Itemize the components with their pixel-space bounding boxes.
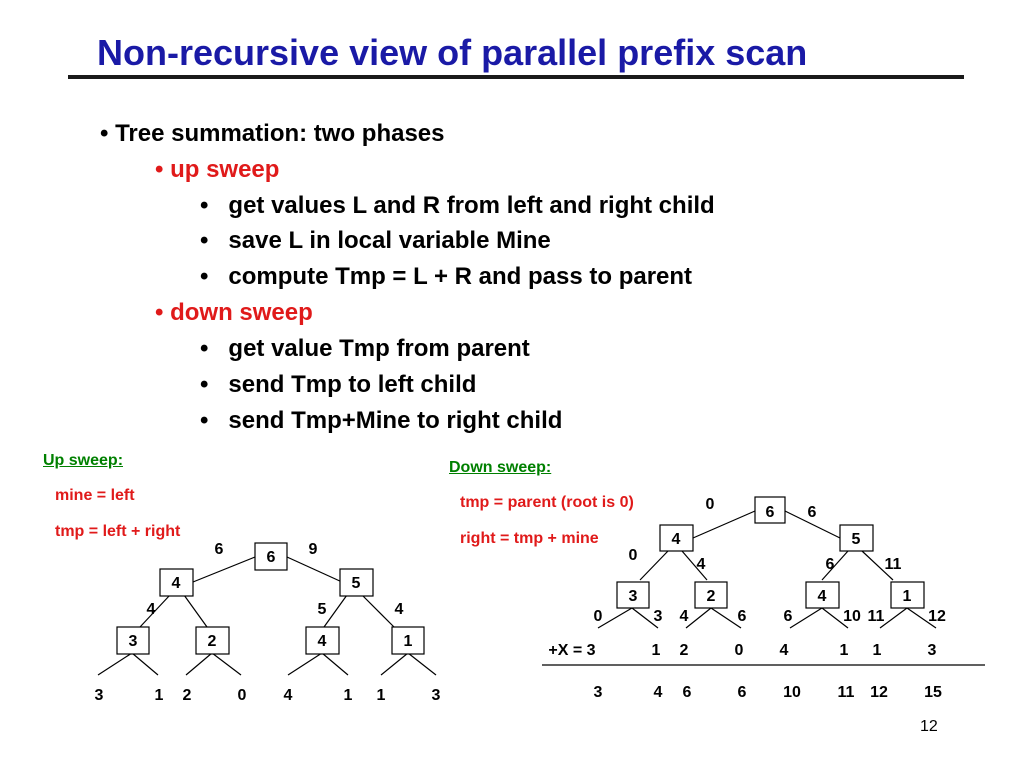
result-value: 12 (870, 684, 888, 701)
edge-label: 3 (653, 608, 663, 625)
slide-title: Non-recursive view of parallel prefix scan (97, 32, 808, 73)
edge (287, 557, 342, 582)
up-sweep-heading: Up sweep: (43, 452, 124, 469)
leaf-value: 4 (283, 687, 293, 704)
result-value: 4 (653, 684, 663, 701)
down-sweep-rule-1: tmp = parent (root is 0) (460, 494, 634, 511)
edge-label: 10 (843, 608, 861, 625)
edge-label: 6 (825, 556, 835, 573)
bullet-dot: • (200, 335, 229, 362)
bullet-up-item-2: • save L in local variable Mine (200, 227, 551, 254)
input-value: 1 (872, 642, 882, 659)
node-value: 2 (706, 588, 716, 605)
bullet-down-item-3: • send Tmp+Mine to right child (200, 407, 563, 434)
down-sweep-rule-2: right = tmp + mine (460, 530, 599, 547)
bullet-dot: • (100, 120, 116, 147)
node-value: 5 (351, 575, 361, 592)
edge-label: 11 (884, 556, 902, 573)
edge-label: 0 (705, 496, 715, 513)
edge (322, 653, 348, 675)
edge (711, 608, 741, 628)
bullet-tree-summation: • Tree summation: two phases (100, 120, 445, 147)
input-label: +X = 3 (548, 642, 596, 659)
edge-label: 11 (867, 608, 885, 625)
edge-label: 4 (679, 608, 689, 625)
edge (686, 608, 711, 628)
input-value: 0 (734, 642, 744, 659)
bullet-down-sweep: • down sweep (155, 299, 313, 326)
node-value: 2 (207, 633, 217, 650)
edge-label: 6 (807, 504, 817, 521)
node-value: 4 (317, 633, 327, 650)
up-sweep-rule-1: mine = left (55, 487, 135, 504)
bullet-dot: • (155, 299, 171, 326)
bullet-up-item-3: • compute Tmp = L + R and pass to parent (200, 263, 693, 290)
edge (408, 653, 436, 675)
node-value: 3 (628, 588, 638, 605)
edge-label: 0 (628, 547, 638, 564)
page-number: 12 (920, 718, 938, 735)
edge (98, 653, 132, 675)
node-value: 3 (128, 633, 138, 650)
bullet-dot: • (200, 407, 229, 434)
leaf-value: 3 (431, 687, 441, 704)
leaf-value: 1 (154, 687, 164, 704)
bullet-down-item-2: • send Tmp to left child (200, 371, 477, 398)
result-value: 11 (837, 684, 855, 701)
edge (790, 608, 822, 628)
input-value: 2 (679, 642, 689, 659)
leaf-value: 1 (343, 687, 353, 704)
leaf-value: 1 (376, 687, 386, 704)
bullet-dot: • (155, 156, 171, 183)
up-sweep-rule-2: tmp = left + right (55, 523, 181, 540)
edge (186, 653, 212, 675)
leaf-value: 2 (182, 687, 192, 704)
bullet-dot: • (200, 263, 229, 290)
edge-label: 4 (394, 601, 404, 618)
result-value: 15 (924, 684, 942, 701)
node-value: 4 (171, 575, 181, 592)
bullet-dot: • (200, 227, 229, 254)
edge (693, 511, 755, 538)
edge-label: 0 (593, 608, 603, 625)
result-value: 3 (593, 684, 603, 701)
edge-label: 6 (214, 541, 224, 558)
edge (132, 653, 158, 675)
edge-label: 6 (783, 608, 793, 625)
node-value: 4 (671, 531, 681, 548)
bullet-up-item-1: • get values L and R from left and right child (200, 192, 715, 219)
bullet-down-item-1: • get value Tmp from parent (200, 335, 530, 362)
node-value: 1 (403, 633, 413, 650)
edge (362, 595, 394, 627)
leaf-value: 0 (237, 687, 247, 704)
bullet-dot: • (200, 192, 229, 219)
edge (193, 557, 255, 582)
edge-label: 4 (146, 601, 156, 618)
edge (640, 551, 668, 580)
input-value: 3 (927, 642, 937, 659)
edge (288, 653, 322, 675)
result-value: 6 (737, 684, 747, 701)
result-value: 6 (682, 684, 692, 701)
edge (381, 653, 408, 675)
edge-label: 9 (308, 541, 318, 558)
node-value: 4 (817, 588, 827, 605)
node-value: 6 (765, 504, 775, 521)
bullet-dot: • (200, 371, 229, 398)
down-sweep-heading: Down sweep: (449, 459, 552, 476)
edge (598, 608, 632, 628)
edge-label: 5 (317, 601, 327, 618)
edge (184, 595, 207, 627)
input-value: 4 (779, 642, 789, 659)
result-value: 10 (783, 684, 801, 701)
edge (324, 595, 347, 627)
input-value: 1 (839, 642, 849, 659)
node-value: 1 (902, 588, 912, 605)
node-boxes (117, 497, 924, 654)
node-value: 5 (851, 531, 861, 548)
bullet-up-sweep: • up sweep (155, 156, 280, 183)
leaf-value: 3 (94, 687, 104, 704)
edge-label: 12 (928, 608, 946, 625)
node-value: 6 (266, 549, 276, 566)
edge-label: 6 (737, 608, 747, 625)
edge-label: 4 (696, 556, 706, 573)
edge (212, 653, 241, 675)
input-value: 1 (651, 642, 661, 659)
